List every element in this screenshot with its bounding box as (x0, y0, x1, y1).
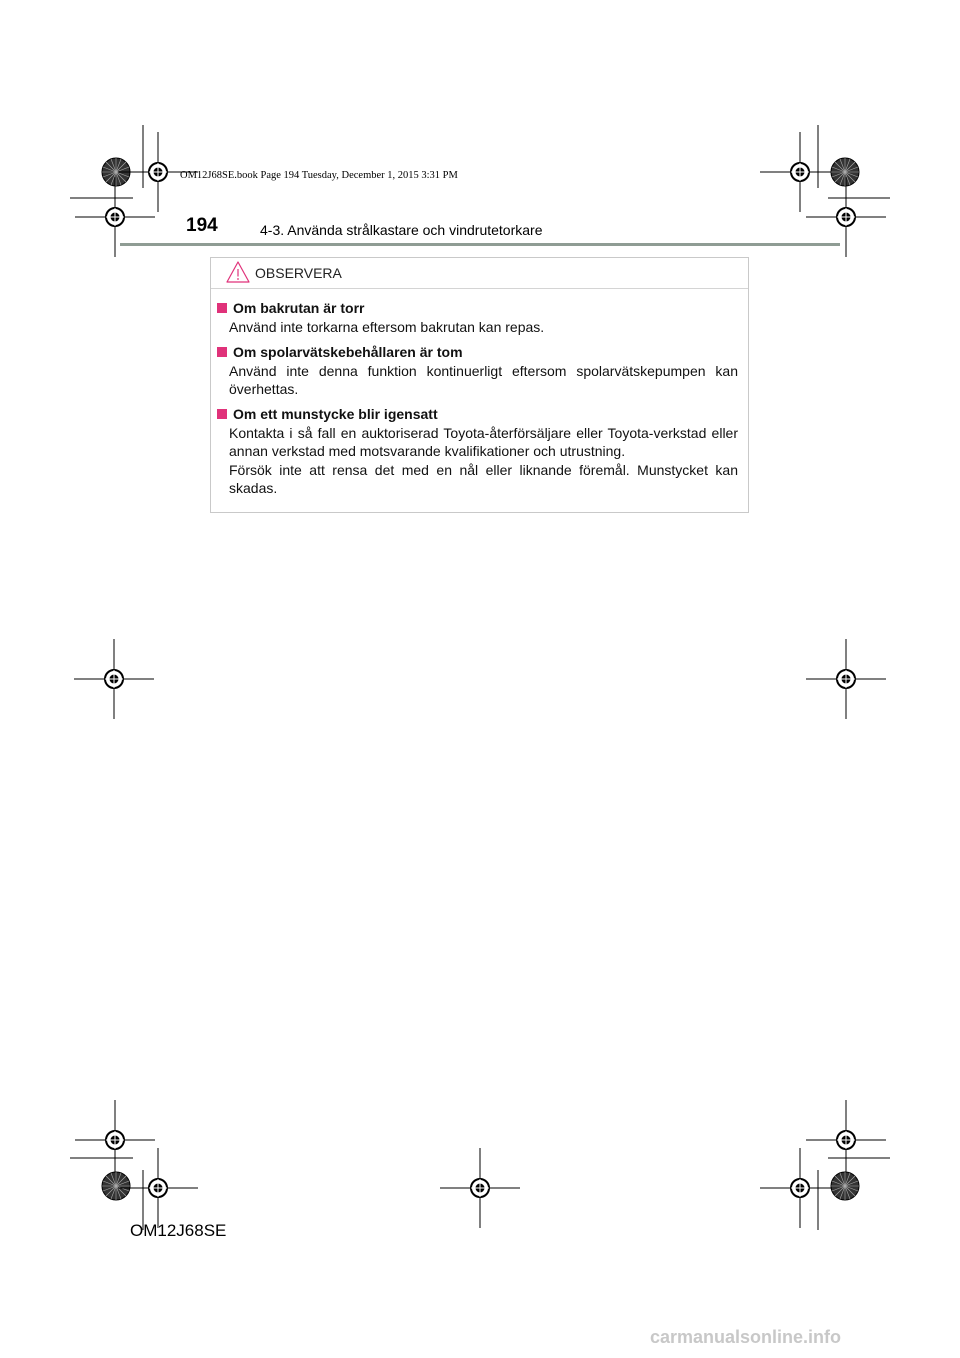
item-title: Om bakrutan är torr (233, 300, 365, 316)
registration-cross-icon (806, 1100, 886, 1180)
registration-cross-icon (440, 1148, 520, 1228)
item-text: Kontakta i så fall en auktoriserad Toyota-återförsäljare eller Toyota-verkstad eller annan verkstad med motsvarande kvalifikationer och utrustning. (229, 424, 738, 459)
list-item (211, 344, 748, 399)
registration-cross-icon (760, 1148, 840, 1228)
square-bullet-icon (217, 409, 227, 419)
file-info: OM12J68SE.book Page 194 Tuesday, December 1, 2015 3:31 PM (180, 170, 458, 181)
item-text: Använd inte torkarna eftersom bakrutan kan repas. (229, 319, 545, 335)
item-text: Använd inte denna funktion kontinuerligt eftersom spolarvätskepumpen kan överhettas. (229, 362, 738, 397)
list-item (211, 406, 748, 498)
footer-code: OM12J68SE (130, 1221, 227, 1240)
section-title: 4-3. Använda strålkastare och vindrutetorkare (260, 222, 543, 238)
square-bullet-icon (217, 347, 227, 357)
square-bullet-icon (217, 303, 227, 313)
registration-cross-icon (75, 1100, 155, 1180)
notice-header (211, 258, 748, 289)
item-title: Om spolarvätskebehållaren är tom (233, 343, 463, 360)
watermark: carmanualsonline.info (650, 1327, 842, 1347)
registration-burst-icon (831, 158, 859, 186)
registration-burst-icon (102, 1172, 130, 1200)
warning-triangle-icon (226, 260, 250, 284)
page-number: 194 (186, 215, 218, 236)
header-rule (120, 243, 840, 246)
registration-cross-icon (118, 1148, 198, 1228)
item-title: Om ett munstycke blir igensatt (233, 405, 438, 422)
notice-items (211, 300, 748, 505)
registration-cross-icon (760, 132, 840, 212)
notice-box (210, 257, 749, 513)
registration-cross-icon (74, 639, 154, 719)
registration-burst-icon (831, 1172, 859, 1200)
notice-title: OBSERVERA (255, 265, 342, 281)
list-item (211, 300, 748, 337)
item-text: Försök inte att rensa det med en nål eller liknande föremål. Munstycket kan skadas. (229, 461, 738, 496)
registration-cross-icon (806, 639, 886, 719)
